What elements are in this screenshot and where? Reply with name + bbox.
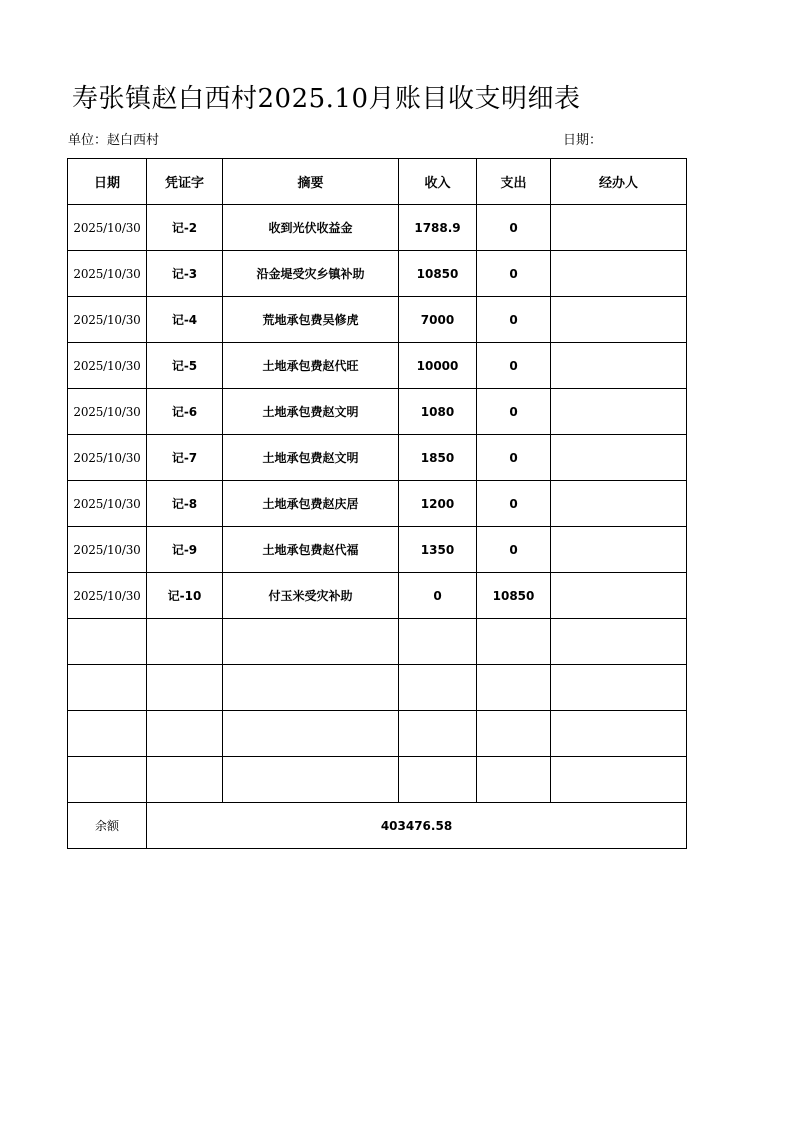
empty-cell xyxy=(399,757,477,803)
cell-handler xyxy=(551,435,687,481)
balance-label: 余额 xyxy=(68,803,147,849)
empty-row xyxy=(68,757,687,803)
table-header-row xyxy=(68,159,687,205)
cell-voucher: 记-7 xyxy=(147,435,223,481)
cell-summary: 土地承包费赵文明 xyxy=(223,389,399,435)
cell-income: 1200 xyxy=(399,481,477,527)
empty-cell xyxy=(399,711,477,757)
cell-income: 1850 xyxy=(399,435,477,481)
page-title: 寿张镇赵白西村2025.10月账目收支明细表 xyxy=(72,84,581,114)
cell-handler xyxy=(551,251,687,297)
ledger-table xyxy=(67,158,687,849)
empty-cell xyxy=(68,757,147,803)
cell-voucher: 记-3 xyxy=(147,251,223,297)
balance-row xyxy=(68,803,687,849)
cell-voucher: 记-2 xyxy=(147,205,223,251)
cell-handler xyxy=(551,205,687,251)
empty-cell xyxy=(399,665,477,711)
column-header-voucher: 凭证字 xyxy=(147,159,223,205)
cell-voucher: 记-8 xyxy=(147,481,223,527)
cell-summary: 付玉米受灾补助 xyxy=(223,573,399,619)
cell-handler xyxy=(551,389,687,435)
cell-date: 2025/10/30 xyxy=(68,435,147,481)
cell-expense: 0 xyxy=(477,297,551,343)
cell-summary: 土地承包费赵文明 xyxy=(223,435,399,481)
cell-date: 2025/10/30 xyxy=(68,343,147,389)
cell-expense: 0 xyxy=(477,389,551,435)
empty-cell xyxy=(223,711,399,757)
cell-date: 2025/10/30 xyxy=(68,389,147,435)
empty-cell xyxy=(551,665,687,711)
date-label: 日期： xyxy=(563,133,603,148)
table-row xyxy=(68,389,687,435)
cell-expense: 0 xyxy=(477,435,551,481)
column-header-date: 日期 xyxy=(68,159,147,205)
empty-cell xyxy=(477,619,551,665)
empty-row xyxy=(68,665,687,711)
table-row xyxy=(68,251,687,297)
empty-cell xyxy=(223,665,399,711)
empty-cell xyxy=(223,757,399,803)
cell-expense: 0 xyxy=(477,205,551,251)
cell-voucher: 记-9 xyxy=(147,527,223,573)
empty-cell xyxy=(147,757,223,803)
cell-voucher: 记-5 xyxy=(147,343,223,389)
empty-cell xyxy=(477,711,551,757)
empty-cell xyxy=(477,757,551,803)
cell-date: 2025/10/30 xyxy=(68,297,147,343)
empty-cell xyxy=(477,665,551,711)
cell-handler xyxy=(551,343,687,389)
cell-date: 2025/10/30 xyxy=(68,573,147,619)
table-row xyxy=(68,343,687,389)
balance-value: 403476.58 xyxy=(147,803,687,849)
table-row xyxy=(68,573,687,619)
table-row xyxy=(68,527,687,573)
cell-summary: 沿金堤受灾乡镇补助 xyxy=(223,251,399,297)
cell-income: 1788.9 xyxy=(399,205,477,251)
cell-handler xyxy=(551,481,687,527)
table-row xyxy=(68,481,687,527)
unit-label: 单位：赵白西村 xyxy=(68,133,160,148)
cell-income: 1350 xyxy=(399,527,477,573)
cell-date: 2025/10/30 xyxy=(68,527,147,573)
cell-handler xyxy=(551,297,687,343)
cell-income: 7000 xyxy=(399,297,477,343)
empty-cell xyxy=(147,711,223,757)
empty-cell xyxy=(551,619,687,665)
cell-summary: 荒地承包费吴修虎 xyxy=(223,297,399,343)
empty-cell xyxy=(68,619,147,665)
cell-expense: 0 xyxy=(477,251,551,297)
empty-cell xyxy=(223,619,399,665)
cell-summary: 收到光伏收益金 xyxy=(223,205,399,251)
cell-voucher: 记-4 xyxy=(147,297,223,343)
cell-income: 10000 xyxy=(399,343,477,389)
cell-expense: 0 xyxy=(477,527,551,573)
cell-summary: 土地承包费赵庆居 xyxy=(223,481,399,527)
empty-row xyxy=(68,619,687,665)
empty-cell xyxy=(399,619,477,665)
empty-cell xyxy=(147,665,223,711)
column-header-expense: 支出 xyxy=(477,159,551,205)
cell-income: 1080 xyxy=(399,389,477,435)
cell-date: 2025/10/30 xyxy=(68,205,147,251)
empty-cell xyxy=(551,711,687,757)
cell-date: 2025/10/30 xyxy=(68,481,147,527)
empty-cell xyxy=(551,757,687,803)
table-row xyxy=(68,435,687,481)
cell-handler xyxy=(551,527,687,573)
cell-expense: 0 xyxy=(477,481,551,527)
cell-income: 10850 xyxy=(399,251,477,297)
empty-cell xyxy=(147,619,223,665)
empty-cell xyxy=(68,711,147,757)
column-header-summary: 摘要 xyxy=(223,159,399,205)
cell-voucher: 记-6 xyxy=(147,389,223,435)
cell-voucher: 记-10 xyxy=(147,573,223,619)
column-header-income: 收入 xyxy=(399,159,477,205)
table-row xyxy=(68,297,687,343)
cell-expense: 10850 xyxy=(477,573,551,619)
cell-income: 0 xyxy=(399,573,477,619)
cell-summary: 土地承包费赵代福 xyxy=(223,527,399,573)
cell-handler xyxy=(551,573,687,619)
table-row xyxy=(68,205,687,251)
empty-row xyxy=(68,711,687,757)
cell-date: 2025/10/30 xyxy=(68,251,147,297)
column-header-handler: 经办人 xyxy=(551,159,687,205)
cell-summary: 土地承包费赵代旺 xyxy=(223,343,399,389)
empty-cell xyxy=(68,665,147,711)
cell-expense: 0 xyxy=(477,343,551,389)
